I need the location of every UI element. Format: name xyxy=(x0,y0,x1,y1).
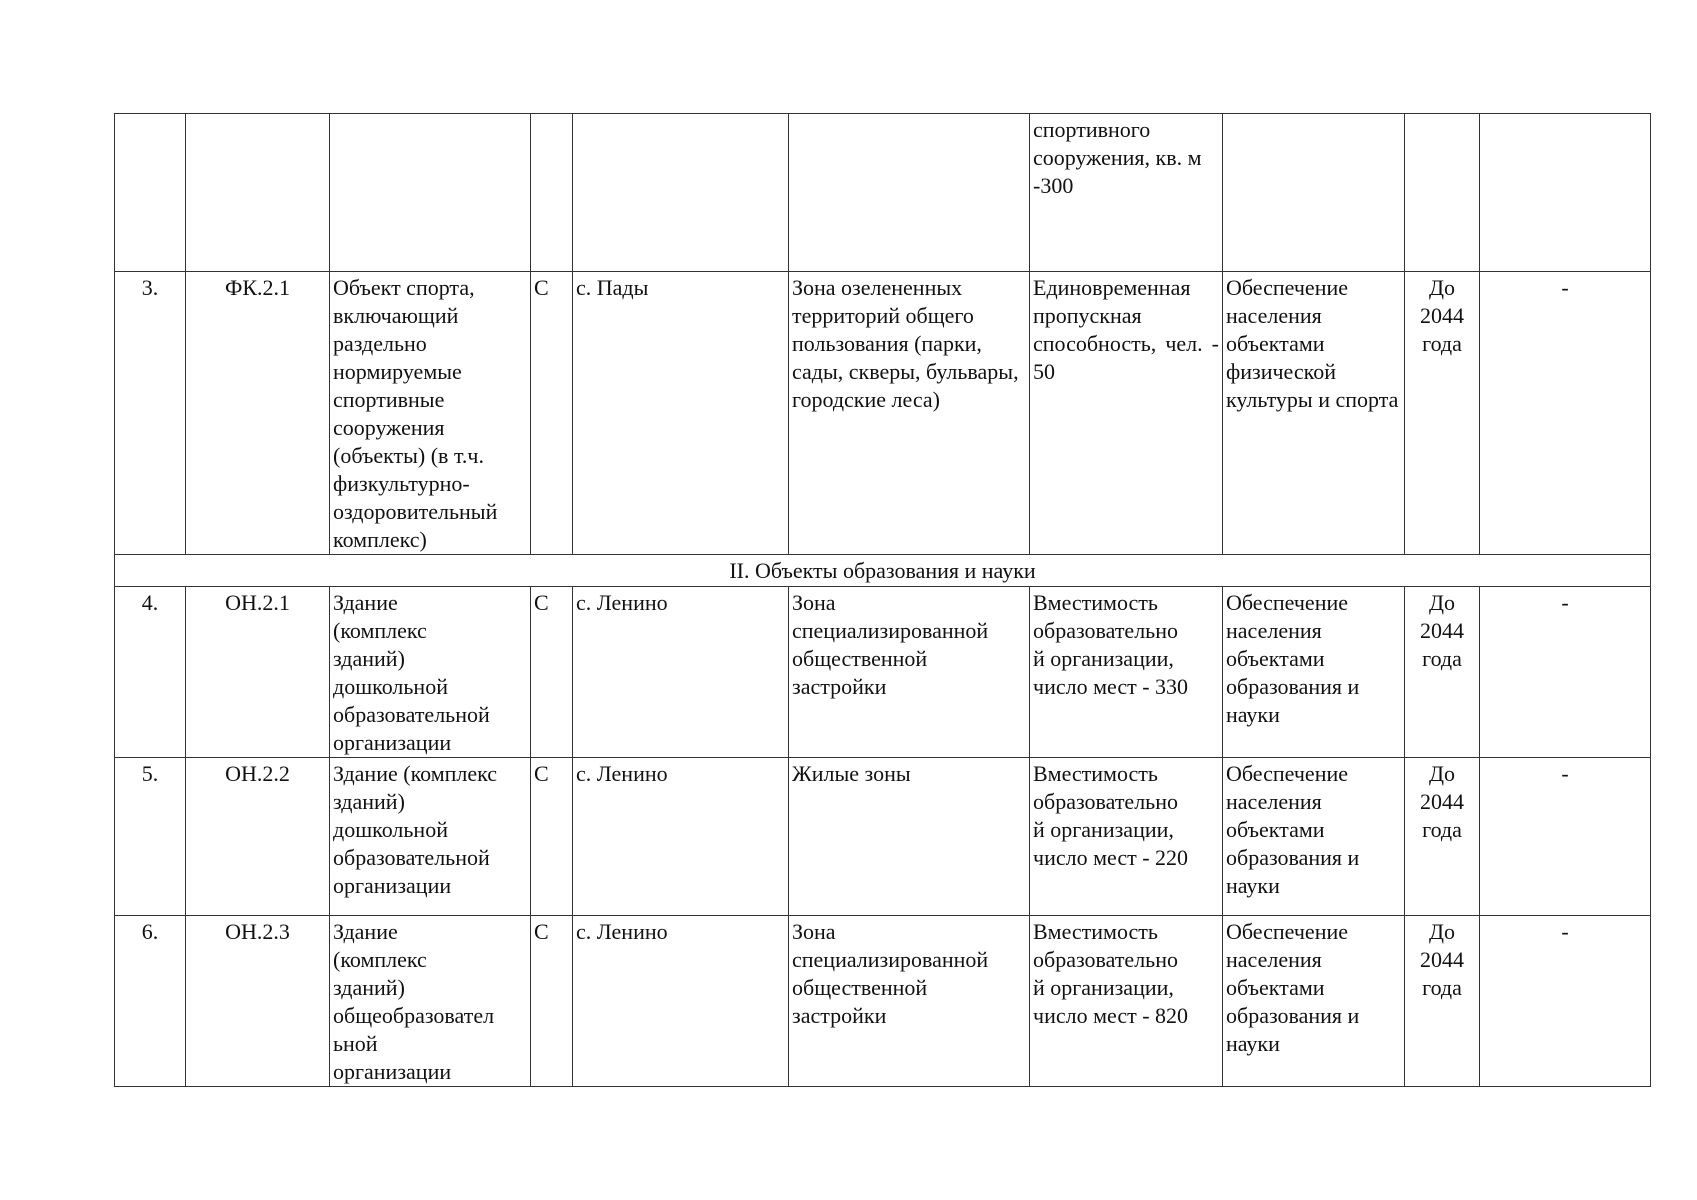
term-cell: До 2044 года xyxy=(1405,758,1480,916)
status-cell: С xyxy=(531,758,573,916)
section-title: II. Объекты образования и науки xyxy=(115,555,1651,587)
location-cell: с. Ленино xyxy=(573,587,789,758)
location-cell: с. Пады xyxy=(573,272,789,555)
row-number-cell: 4. xyxy=(115,587,186,758)
zone-cell: Зона специализированной общественной застройки xyxy=(789,916,1030,1087)
parameters-cell: Вместимость образовательно й организации, число мест - 820 xyxy=(1030,916,1223,1087)
object-code-cell xyxy=(186,114,330,272)
object-code-cell: ФК.2.1 xyxy=(186,272,330,555)
note-cell: - xyxy=(1480,758,1651,916)
status-cell: С xyxy=(531,916,573,1087)
parameters-cell: Вместимость образовательно й организации, число мест - 220 xyxy=(1030,758,1223,916)
term-cell: До 2044 года xyxy=(1405,587,1480,758)
section-header-row xyxy=(115,555,1651,587)
location-cell: с. Ленино xyxy=(573,916,789,1087)
table-row xyxy=(115,114,1651,272)
status-cell: С xyxy=(531,272,573,555)
row-number-cell: 6. xyxy=(115,916,186,1087)
object-name-cell: Объект спорта, включающий раздельно нормируемые спортивные сооружения (объекты) (в т.ч. физкультурно-оздоровительный комплекс) xyxy=(330,272,531,555)
term-cell: До 2044 года xyxy=(1405,272,1480,555)
table-row xyxy=(115,758,1651,916)
row-number-cell: 5. xyxy=(115,758,186,916)
object-name-cell: Здание (комплекс зданий) дошкольной образовательной организации xyxy=(330,758,531,916)
object-code-cell: ОН.2.2 xyxy=(186,758,330,916)
status-cell xyxy=(531,114,573,272)
purpose-cell xyxy=(1223,114,1405,272)
purpose-cell: Обеспечение населения объектами физической культуры и спорта xyxy=(1223,272,1405,555)
zone-cell xyxy=(789,114,1030,272)
term-cell: До 2044 года xyxy=(1405,916,1480,1087)
status-cell: С xyxy=(531,587,573,758)
parameters-cell: Вместимость образовательно й организации, число мест - 330 xyxy=(1030,587,1223,758)
purpose-cell: Обеспечение населения объектами образования и науки xyxy=(1223,916,1405,1087)
table-row xyxy=(115,916,1651,1087)
row-number-cell: 3. xyxy=(115,272,186,555)
note-cell: - xyxy=(1480,272,1651,555)
object-name-cell: Здание (комплекс зданий) общеобразовател ьной организации xyxy=(330,916,531,1087)
zone-cell: Зона озелененных территорий общего пользования (парки, сады, скверы, бульвары, городские леса) xyxy=(789,272,1030,555)
zone-cell: Жилые зоны xyxy=(789,758,1030,916)
parameters-cell: спортивного сооружения, кв. м -300 xyxy=(1030,114,1223,272)
row-number-cell xyxy=(115,114,186,272)
purpose-cell: Обеспечение населения объектами образования и науки xyxy=(1223,587,1405,758)
note-cell xyxy=(1480,114,1651,272)
table-row xyxy=(115,587,1651,758)
note-cell: - xyxy=(1480,916,1651,1087)
object-code-cell: ОН.2.1 xyxy=(186,587,330,758)
term-cell xyxy=(1405,114,1480,272)
purpose-cell: Обеспечение населения объектами образования и науки xyxy=(1223,758,1405,916)
table-row xyxy=(115,272,1651,555)
object-name-cell: Здание (комплекс зданий) дошкольной образовательной организации xyxy=(330,587,531,758)
object-name-cell xyxy=(330,114,531,272)
note-cell: - xyxy=(1480,587,1651,758)
zone-cell: Зона специализированной общественной застройки xyxy=(789,587,1030,758)
parameters-cell: Единовременная пропускная способность, чел. - 50 xyxy=(1030,272,1223,555)
location-cell: с. Ленино xyxy=(573,758,789,916)
planning-objects-table xyxy=(114,113,1651,1087)
location-cell xyxy=(573,114,789,272)
object-code-cell: ОН.2.3 xyxy=(186,916,330,1087)
